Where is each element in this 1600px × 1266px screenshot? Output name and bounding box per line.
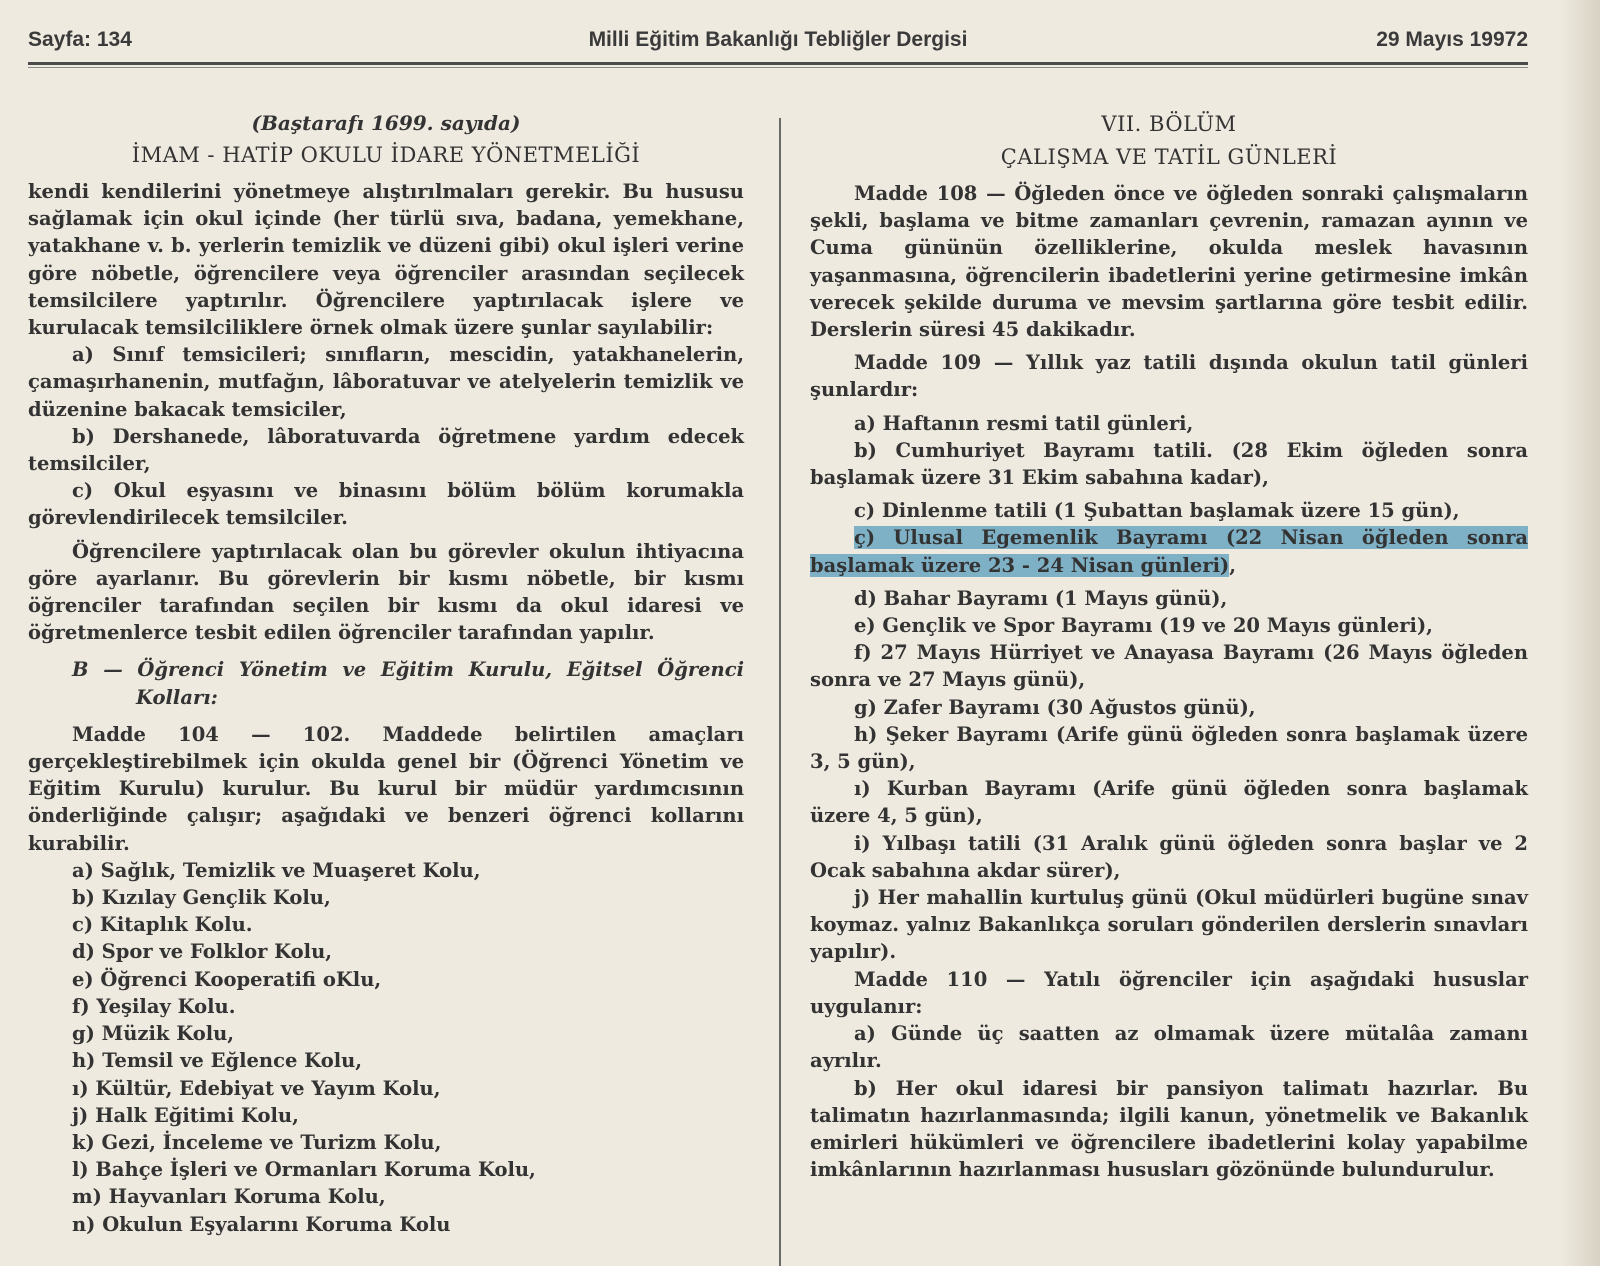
holiday-b: b) Cumhuriyet Bayramı tatili. (28 Ekim öğleden sonra başlamak üzere 31 Ekim sabahına kadar), <box>810 438 1528 490</box>
left-column <box>28 108 744 1238</box>
list-item: g) Müzik Kolu, <box>72 1022 235 1046</box>
journal-title: Milli Eğitim Bakanlığı Tebliğler Dergisi <box>588 28 968 51</box>
holiday-a: a) Haftanın resmi tatil günleri, <box>854 411 1194 435</box>
holiday-d: d) Bahar Bayramı (1 Mayıs günü), <box>854 586 1228 610</box>
list-item: f) Yeşilay Kolu. <box>72 994 236 1018</box>
holiday-c: c) Dinlenme tatili (1 Şubattan başlamak üzere 15 gün), <box>854 499 1460 523</box>
header-rule-thin <box>28 67 1528 68</box>
holiday-j: j) Her mahallin kurtuluş günü (Okul müdürleri bugüne sınav koymaz. yalnız Bakanlıkça soruları gönderilen derslerin sınavları yapılır). <box>810 886 1528 964</box>
highlighted-text: ç) Ulusal Egemenlik Bayramı (22 Nisan öğleden sonra başlamak üzere 23 - 24 Nisan günleri) <box>810 526 1528 577</box>
list-item: b) Kızılay Gençlik Kolu, <box>72 886 331 910</box>
article-110-a: a) Günde üç saatten az olmamak üzere mütalâa zamanı ayrılır. <box>810 1022 1528 1073</box>
list-item: ı) Kültür, Edebiyat ve Yayım Kolu, <box>72 1076 441 1100</box>
holiday-e: e) Gençlik ve Spor Bayramı (19 ve 20 Mayıs günleri), <box>854 614 1433 638</box>
article-109: Madde 109 — Yıllık yaz tatili dışında okulun tatil günleri şunlardır: <box>810 351 1528 402</box>
holiday-i: i) Yılbaşı tatili (31 Aralık günü öğleden sonra başlar ve 2 Ocak sabahına akdar sürer), <box>810 831 1528 882</box>
paragraph-duties: Öğrencilere yaptırılacak olan bu görevler okulun ihtiyacına göre ayarlanır. Bu görevlerin bir kısmı nöbetle, bir kısmı öğrenciler tarafından seçilen bir kısmı da okul idaresi ve öğretmenlerce tesbit edilen öğrenciler tarafından yapılır. <box>28 539 744 645</box>
holiday-dotless-i: ı) Kurban Bayramı (Arife günü öğleden sonra başlamak üzere 4, 5 gün), <box>810 777 1528 828</box>
list-item: n) Okulun Eşyalarını Koruma Kolu <box>72 1212 451 1236</box>
item-b: b) Dershanede, lâboratuvarda öğretmene yardım edecek temsilciler, <box>28 424 744 476</box>
paragraph-intro: kendi kendilerini yönetmeye alıştırılmaları gerekir. Bu hususu sağlamak için okul içinde (her türlü sıva, badana, yemekhane, yatakhane v. b. yerlerin temizlik ve düzeni gibi) okul işleri verine göre nöbetle, öğrencilere veya öğrenciler arasından seçilecek temsilcilere yaptırılır. Öğrencilere yaptırılacak işlere ve kurulacak temsilciliklere örnek olmak üzere şunlar sayılabilir: <box>28 180 744 340</box>
list-item: j) Halk Eğitimi Kolu, <box>72 1103 299 1127</box>
page-header <box>28 28 1528 58</box>
list-item: a) Sağlık, Temizlik ve Muaşeret Kolu, <box>72 858 481 882</box>
issue-date: 29 Mayıs 19972 <box>1376 28 1528 51</box>
chapter-number: VII. BÖLÜM <box>1101 112 1237 136</box>
chapter-title: ÇALIŞMA VE TATİL GÜNLERİ <box>1000 145 1338 169</box>
article-108: Madde 108 — Öğleden önce ve öğleden sonraki çalışmaların şekli, başlama ve bitme zamanları çevrenin, ramazan ayının ve Cuma gününün özelliklerine, okulda meslek havasının yaşanmasına, öğrencilerin ibadetlerini yerine getirmesine imkân verecek şekilde duruma ve mevsim şartlarına göre tesbit edilir. Derslerin süresi 45 dakikadır. <box>810 182 1528 342</box>
club-list <box>28 857 744 1238</box>
item-c: c) Okul eşyasını ve binasını bölüm bölüm korumakla görevlendirilecek temsilciler. <box>28 479 744 530</box>
list-item: h) Temsil ve Eğlence Kolu, <box>72 1049 363 1073</box>
continued-note: (Baştarafı 1699. sayıda) <box>251 111 521 135</box>
list-item: e) Öğrenci Kooperatifi oKlu, <box>72 967 382 991</box>
right-column <box>810 108 1528 1183</box>
list-item: k) Gezi, İnceleme ve Turizm Kolu, <box>72 1130 442 1154</box>
holiday-c-cedilla: ç) Ulusal Egemenlik Bayramı (22 Nisan öğleden sonra başlamak üzere 23 - 24 Nisan günleri), <box>810 526 1528 577</box>
holiday-h: h) Şeker Bayramı (Arife günü öğleden sonra başlamak üzere 3, 5 gün), <box>810 722 1528 774</box>
holiday-g: g) Zafer Bayramı (30 Ağustos günü), <box>854 695 1256 719</box>
section-b-heading: B — Öğrenci Yönetim ve Eğitim Kurulu, Eğitsel Öğrenci Kolları: <box>72 658 744 709</box>
article-104: Madde 104 — 102. Maddede belirtilen amaçları gerçekleştirebilmek için okulda genel bir (Öğrenci Yönetim ve Eğitim Kurulu) kurulur. Bu kurul bir müdür yardımcısının önderliğinde çalışır; aşağıdaki ve benzeri öğrenci kollarını kurabilir. <box>28 722 744 855</box>
list-item: d) Spor ve Folklor Kolu, <box>72 940 333 964</box>
page-number: Sayfa: 134 <box>28 28 132 51</box>
list-item: l) Bahçe İşleri ve Ormanları Koruma Kolu, <box>72 1158 536 1182</box>
list-item: m) Hayvanları Koruma Kolu, <box>72 1185 386 1209</box>
header-rule <box>28 62 1528 65</box>
page-edge-shadow <box>1560 0 1600 1266</box>
article-110: Madde 110 — Yatılı öğrenciler için aşağıdaki hususlar uygulanır: <box>810 967 1528 1018</box>
article-110-b: b) Her okul idaresi bir pansiyon talimatı hazırlar. Bu talimatın hazırlanmasında; ilgili kanun, yönetmelik ve Bakanlık emirleri hükümleri ve öğrencilere ibadetlerini kolay yapabilme imkânlarının hazırlanması hususları gözönünde bulundurulur. <box>810 1076 1528 1182</box>
list-item: c) Kitaplık Kolu. <box>72 913 253 937</box>
column-divider <box>779 118 781 1266</box>
holiday-f: f) 27 Mayıs Hürriyet ve Anayasa Bayramı (26 Mayıs öğleden sonra ve 27 Mayıs günü), <box>810 641 1528 692</box>
item-a: a) Sınıf temsicileri; sınıfların, mescidin, yatakhanelerin, çamaşırhanenin, mutfağın, lâboratuvar ve atelyelerin temizlik ve düzenine bakacak temsiciler, <box>28 343 744 421</box>
regulation-title: İMAM - HATİP OKULU İDARE YÖNETMELİĞİ <box>131 143 641 167</box>
